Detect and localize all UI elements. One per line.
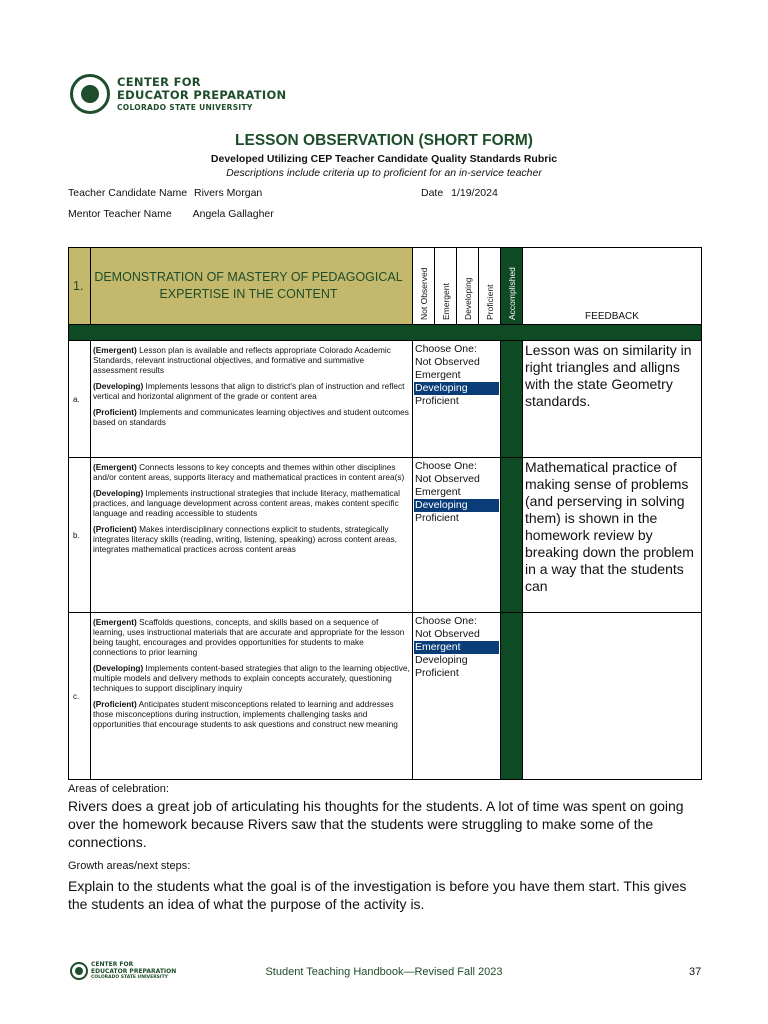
feedback-cell[interactable] (523, 613, 702, 780)
criteria-cell: (Emergent) Scaffolds questions, concepts, and skills based on a sequence of learning, uses instructional materials that are accurate and appropriate for the lesson being taught, encourages and provides opportunities for students to make connections to prior learning (Developing) Implements content-based strategies that align to the learning objective, multiple models and delivery methods to explain concepts accurately, questioning techniques to support disciplinary inquiry (Proficient) Anticipates student misconceptions related to learning and addresses those misconceptions during instruction, implements challenging tasks and opportunities that encourage students to ask questions and construct new meaning (91, 613, 413, 780)
criteria-cell: (Emergent) Connects lessons to key concepts and themes within other disciplines and/or content areas, supports literacy and mathematical practices in content area(s) (Developing) Implements instructional strategies that include literacy, mathematical practices, and language development across content areas, makes content specific language and reading accessible to students (Proficient) Makes interdisciplinary connections explicit to students, strategically integrates literacy skills (reading, writing, listening, speaking) across content areas, integrates mathematical practices across content areas (91, 458, 413, 613)
criteria-cell: (Emergent) Lesson plan is available and reflects appropriate Colorado Academic Standards, relevant instructional objectives, and formative and summative assessment results (Developing) Implements lessons that align to district's plan of instruction and reflect vertical and horizontal alignment of the grade or content area (Proficient) Implements and communicates learning objectives and student outcomes based on standards (91, 341, 413, 458)
logo-line-2: EDUCATOR PREPARATION (117, 87, 287, 102)
section-number: 1. (69, 248, 91, 325)
table-row (69, 341, 702, 458)
rating-dropdown[interactable] (413, 613, 501, 780)
celebration-label: Areas of celebration: (68, 783, 169, 795)
level-header-proficient: Proficient (479, 248, 501, 325)
row-letter: b. (69, 458, 91, 613)
form-description: Descriptions include criteria up to proficient for an in-service teacher (226, 167, 542, 179)
rating-dropdown[interactable] (413, 341, 501, 458)
candidate-value[interactable]: Rivers Morgan (194, 187, 263, 199)
observation-table (68, 247, 702, 780)
date-value[interactable]: 1/19/2024 (451, 187, 498, 199)
option-not-observed[interactable]: Not Observed (415, 473, 480, 485)
form-title: LESSON OBSERVATION (SHORT FORM) (235, 132, 533, 149)
feedback-cell[interactable]: Mathematical practice of making sense of problems (and perserving in solving them) is shown in the homework review by breaking down the problem in a way that the students can (523, 458, 702, 613)
table-row (69, 458, 702, 613)
rating-dropdown[interactable] (413, 458, 501, 613)
option-emergent-selected[interactable]: Emergent (414, 641, 499, 654)
footer-title: Student Teaching Handbook—Revised Fall 2023 (265, 966, 503, 978)
option-not-observed[interactable]: Not Observed (415, 628, 480, 640)
table-header-row (69, 248, 702, 325)
growth-section (68, 860, 708, 913)
page-number: 37 (689, 966, 702, 978)
candidate-name-field (68, 187, 262, 199)
celebration-section (68, 783, 708, 851)
level-header-not-observed: Not Observed (413, 248, 435, 325)
date-field (421, 187, 498, 199)
accomplished-cell (501, 341, 523, 458)
footer-logo-line-1: CENTER FOR (91, 961, 134, 968)
level-header-emergent: Emergent (435, 248, 457, 325)
option-developing-selected[interactable]: Developing (414, 382, 499, 395)
mentor-value[interactable]: Angela Gallagher (192, 208, 274, 220)
accomplished-cell (501, 613, 523, 780)
option-developing[interactable]: Developing (415, 654, 468, 666)
row-letter: c. (69, 613, 91, 780)
celebration-text[interactable]: Rivers does a great job of articulating his thoughts for the students. A lot of time was spent on going over the homework because Rivers saw that the students were struggling to make some of the connections. (68, 798, 684, 850)
choose-label: Choose One: (415, 615, 477, 627)
option-emergent[interactable]: Emergent (415, 369, 461, 381)
cep-logo (70, 74, 286, 114)
option-proficient[interactable]: Proficient (415, 395, 459, 407)
option-emergent[interactable]: Emergent (415, 486, 461, 498)
mentor-name-field (68, 208, 274, 220)
section-title: DEMONSTRATION OF MASTERY OF PEDAGOGICAL EXPERTISE IN THE CONTENT (91, 248, 413, 325)
feedback-header: FEEDBACK (523, 248, 702, 325)
level-header-developing: Developing (457, 248, 479, 325)
choose-label: Choose One: (415, 460, 477, 472)
footer-logo-line-3: COLORADO STATE UNIVERSITY (91, 975, 168, 980)
growth-text[interactable]: Explain to the students what the goal is of the investigation is before you have them start. This gives the students an idea of what the purpose of the activity is. (68, 878, 687, 912)
option-developing-selected[interactable]: Developing (414, 499, 499, 512)
footer-logo-line-2: EDUCATOR PREPARATION (91, 968, 177, 975)
choose-label: Choose One: (415, 343, 477, 355)
form-subtitle: Developed Utilizing CEP Teacher Candidate Quality Standards Rubric (210, 153, 558, 165)
level-header-accomplished: Accomplished (501, 248, 523, 325)
feedback-cell[interactable]: Lesson was on similarity in right triangles and alligns with the state Geometry standards. (523, 341, 702, 458)
date-label: Date (421, 187, 444, 199)
option-proficient[interactable]: Proficient (415, 667, 459, 679)
row-letter: a. (69, 341, 91, 458)
growth-label: Growth areas/next steps: (68, 860, 191, 872)
accomplished-cell (501, 458, 523, 613)
mentor-label: Mentor Teacher Name (68, 208, 172, 220)
logo-line-1: CENTER FOR (117, 74, 201, 89)
option-proficient[interactable]: Proficient (415, 512, 459, 524)
logo-line-3: COLORADO STATE UNIVERSITY (117, 102, 253, 112)
table-row (69, 613, 702, 780)
csu-seal-icon (70, 74, 110, 114)
header-band (69, 325, 702, 341)
option-not-observed[interactable]: Not Observed (415, 356, 480, 368)
candidate-label: Teacher Candidate Name (68, 187, 188, 199)
